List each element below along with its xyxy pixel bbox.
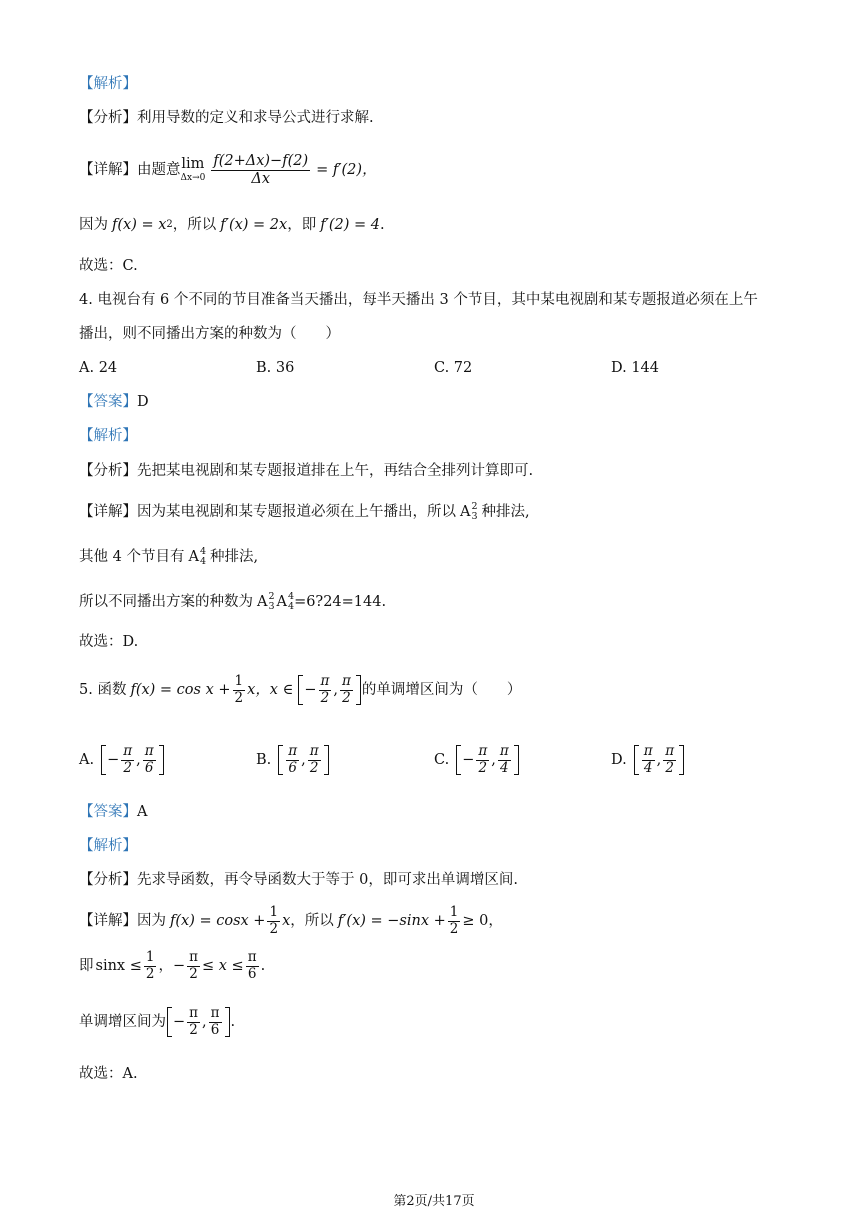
q5-detail-line: 【详解】 因为 f(x) = cosx + $\frac{1}{2}$ x ，所以 f′(x) = −sinx + $\frac{1}{2}$ ≥ 0，	[79, 903, 503, 937]
q5-answer: 【答案】 A	[79, 804, 148, 820]
page-footer: 第2页/共17页	[393, 1194, 475, 1209]
q5-option-a: A. − $\frac{\pi}{2}$ , $\frac{\pi}{6}$	[79, 738, 165, 782]
q4-stem-line2: 播出，则不同播出方案的种数为（ ）	[79, 326, 340, 342]
q5-option-d: D. $\frac{\pi}{4}$ , $\frac{\pi}{2}$	[611, 738, 685, 782]
q3-fenxi-line: 【分析】 利用导数的定义和求导公式进行求解.	[79, 110, 374, 126]
q4-answer: 【答案】 D	[79, 394, 149, 410]
perm-a32-product: A 2 3	[257, 591, 275, 612]
half-fraction: $\frac{1}{2}$	[234, 672, 244, 706]
perm-a44-product: A 4 4	[276, 591, 295, 612]
q4-option-b: B. 36	[256, 360, 295, 376]
q4-fenxi-line: 【分析】 先把某电视剧和某专题报道排在上午，再结合全排列计算即可.	[79, 463, 534, 479]
q4-stem-line1: 4. 电视台有 6 个不同的节目准备当天播出，每半天播出 3 个节目，其中某电视剧和某专题报道必须在上午	[79, 292, 758, 308]
q5-choice: 故选：A.	[79, 1066, 138, 1082]
q3-detail-line: 【详解】 由题意 lim Δx→0 $\frac{f(2+\Delta x)-f(2)}{\Delta x}$ = f′(2)，	[79, 152, 377, 187]
limit-operator: lim Δx→0	[180, 156, 206, 183]
q4-other-line: 其他 4 个节目有 A 4 4 种排法,	[79, 546, 259, 567]
q5-analysis-tag: 【解析】	[79, 838, 137, 854]
q4-option-a: A. 24	[79, 360, 118, 376]
q4-detail-line: 【详解】 因为某电视剧和某专题报道必须在上午播出，所以 A 2 3 种排法,	[79, 501, 530, 522]
q3-reason-line: 因为 f(x) = x 2 ，所以 f′(x) = 2x ，即 f′(2) = 4 .	[79, 217, 385, 233]
perm-a32: A 2 3	[460, 501, 478, 522]
q4-option-d: D. 144	[611, 360, 660, 376]
domain-interval: − $\frac{\pi}{2}$ , $\frac{\pi}{2}$	[297, 674, 362, 706]
q5-option-b: B. $\frac{\pi}{6}$ , $\frac{\pi}{2}$	[256, 738, 330, 782]
q4-choice: 故选：D.	[79, 634, 139, 650]
q4-total-line: 所以不同播出方案的种数为 A 2 3 A 4 4 =6?24=144 .	[79, 591, 387, 612]
q3-analysis-tag: 【解析】	[79, 76, 137, 92]
q5-interval-line: 单调增区间为 − $\frac{\pi}{2}$ , $\frac{\pi}{6}$ .	[79, 1004, 236, 1038]
q3-choice: 故选：C.	[79, 258, 138, 274]
q4-option-c: C. 72	[434, 360, 473, 376]
perm-a44: A 4 4	[188, 546, 206, 567]
difference-quotient: $\frac{f(2+\Delta x)-f(2)}{\Delta x}$	[213, 152, 309, 187]
q5-option-c: C. − $\frac{\pi}{2}$ , $\frac{\pi}{4}$	[434, 738, 520, 782]
q5-sin-line: 即 sinx ≤ $\frac{1}{2}$ ， − $\frac{\pi}{2}$ ≤ x ≤ $\frac{\pi}{6}$ .	[79, 948, 266, 982]
q4-analysis-tag: 【解析】	[79, 428, 137, 444]
q5-fenxi-line: 【分析】 先求导函数，再令导函数大于等于 0，即可求出单调增区间.	[79, 872, 518, 888]
q5-stem: 5. 函数 f(x) = cos x + $\frac{1}{2}$ x ，x ∈ − $\frac{\pi}{2}$ , $\frac{\pi}{2}$ 的单调增区间为（ ）	[79, 672, 522, 706]
